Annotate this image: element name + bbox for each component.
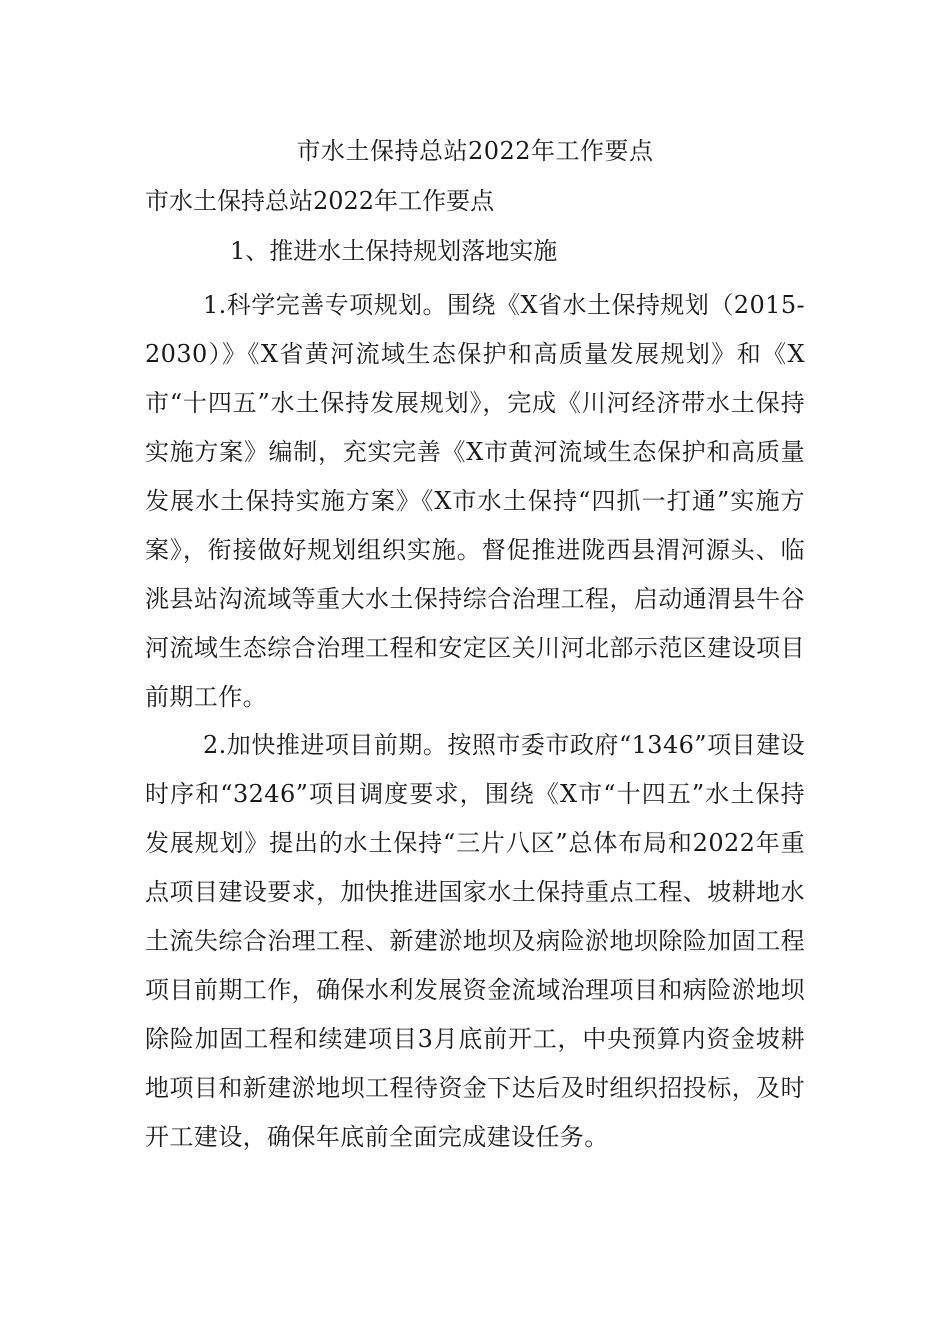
section-heading-1: 1、推进水土保持规划落地实施: [230, 237, 558, 265]
paragraph-1: 1.科学完善专项规划。围绕《X省水土保持规划（2015-2030）》《X省黄河流域生态保护和高质量发展规划》和《X市“十四五”水土保持发展规划》，完成《川河经济带水土保持实施方案》编制，充实完善《X市黄河流域生态保护和高质量发展水土保持实施方案》《X市水土保持“四抓一打通”实施方案》，衔接做好规划组织实施。督促推进陇西县渭河源头、临洮县站沟流域等重大水土保持综合治理工程，启动通渭县牛谷河流域生态综合治理工程和安定区关川河北部示范区建设项目前期工作。: [145, 291, 805, 711]
document-title: 市水土保持总站2022年工作要点: [296, 137, 654, 165]
paragraph-2: 2.加快推进项目前期。按照市委市政府“1346”项目建设时序和“3246”项目调度要求，围绕《X市“十四五”水土保持发展规划》提出的水土保持“三片八区”总体布局和2022年重点项目建设要求，加快推进国家水土保持重点工程、坡耕地水土流失综合治理工程、新建淤地坝及病险淤地坝除险加固工程项目前期工作，确保水利发展资金流域治理项目和病险淤地坝除险加固工程和续建项目3月底前开工，中央预算内资金坡耕地项目和新建淤地坝工程待资金下达后及时组织招投标，及时开工建设，确保年底前全面完成建设任务。: [145, 731, 805, 1151]
document-subtitle: 市水土保持总站2022年工作要点: [145, 187, 495, 215]
